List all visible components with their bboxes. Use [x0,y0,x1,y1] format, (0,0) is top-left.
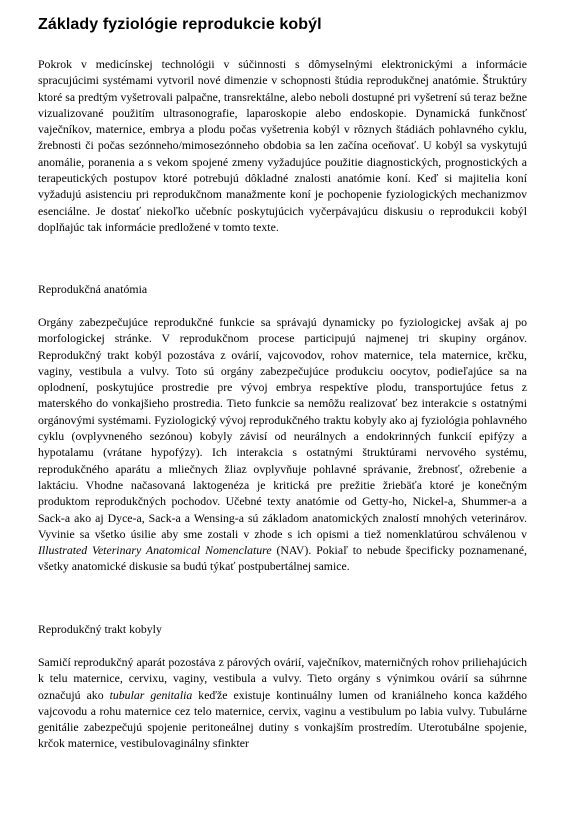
section-heading-mare-reproductive-tract: Reprodukčný trakt kobyly [38,622,162,636]
mare-reproductive-tract-paragraph [38,654,527,752]
document-title: Základy fyziológie reprodukcie kobýl [38,16,322,33]
reproductive-anatomy-paragraph [38,314,527,575]
paragraph-text: keďže existuje kontinuálny lumen od kraniálneho konca každého vajcovodu a rohu maternice cez telo maternice, cervix, vaginu a vestibulum po labia vulvy. Tubulárne genitálie zabezpečujú spojenie peritoneálnej dutiny s vonkajším prostredím. Uterotubálne spojenie, krčok maternice, vestibulovaginálny sfinkter [38,687,527,751]
section-heading-reproductive-anatomy: Reprodukčná anatómia [38,282,148,296]
tubular-genitalia-term: tubular genitalia [109,687,193,702]
paragraph-text: Orgány zabezpečujúce reprodukčné funkcie sa správajú dynamicky po fyziologickej avšak aj po morfologickej stránke. V reprodukčnom procese participujú najmenej tri skupiny orgánov. Reprodukčný trakt kobýl pozostáva z ovárií, vajcovodov, rohov maternice, tela maternice, krčku, vaginy, vestibula a vulvy. Toto sú orgány zabezpečujúce produkciu oocytov, podieľajúce sa na oplodnení, poskytujúce prostredie pre vývoj embrya respektíve plodu, transportujúce fetus z materského do vonkajšieho prostredia. Tieto funkcie sa nemôžu realizovať bez interakcie s ostatnými orgánovými systémami. Fyziologický vývoj reprodukčného traktu kobyly ako aj fyziológia pohlavného cyklu (ovplyvneného sezónou) kobyly závisí od neurálnych a endokrinných funkcií epifýzy a hypotalamu (vrátane hypofýzy). Ich interakcia s ostatnými štruktúrami nervového systému, reprodukčného aparátu a mliečnych žliaz ovplyvňuje pohlavné správanie, žrebnosť, ožrebenie a laktáciu. Vhodne načasovaná laktogenéza je kritická pre prežitie žriebäťa ktoré je konečným produktom reprodukčných pochodov. Učebné texty anatómie od Getty-ho, Nickel-a, Shummer-a a Sack-a ako aj Dyce-a, Sack-a a Wensing-a sú základom anatomických znalostí mnohých veterinárov. Vyvinie sa všetko úsilie aby sme zostali v zhode s ich opismi a tiež nomenklatúrou schválenou v [38,315,527,541]
nomenclature-citation: Illustrated Veterinary Anatomical Nomenclature [38,543,272,558]
paragraph-text: (NAV). Pokiaľ to nebude špecificky poznamenané, všetky anatomické diskusie sa budú týkať postpubertálnej samice. [38,543,527,574]
paragraph-text: Samičí reprodukčný aparát pozostáva z párových ovárií, vaječníkov, materničných rohov priliehajúcich k telu maternice, cervixu, vaginy, vestibula a vulvy. Tieto orgány s výnimkou ovárií sa súhrnne označujú ako [38,655,527,702]
intro-paragraph: Pokrok v medicínskej technológii v súčinnosti s dômyselnými elektronickými a informácie spracujúcimi systémami vytvoril nové dimenzie v schopnosti štúdia reprodukčnej anatómie. Štruktúry ktoré sa predtým vyšetrovali palpačne, transrektálne, alebo neboli dostupné pri vyšetrení sú teraz bežne vizualizované použitím ultrasonografie, laparoskopie alebo endoskopie. Dynamická funkčnosť vaječníkov, maternice, embrya a plodu počas vyšetrenia kobýl v rôznych štádiách pohlavného cyklu, žrebnosti či počas sezónneho/mimosezónneho obdobia sa len začína oceňovať. U kobýl sa vyskytujú anomálie, poranenia a s vekom spojené zmeny vyžadujúce použitie diagnostických, prognostických a terapeutických postupov ktoré potrebujú dôkladné znalosti anatómie koní. Keď si majitelia koní vyžadujú asistenciu pri reprodukčnom manažmente koní je pochopenie fyziologických mechanizmov esenciálne. Je dostať niekoľko učebníc poskytujúcich vyčerpávajúcu diskusiu o reprodukcii kobýl doplňajúc tak informácie predložené v tomto texte. [38,57,527,234]
